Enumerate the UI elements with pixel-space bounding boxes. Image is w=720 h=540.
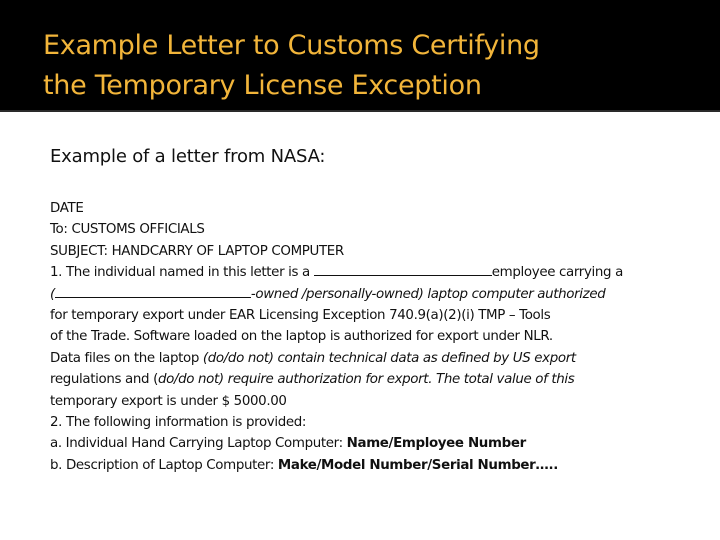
slide-title-line-2: the Temporary License Exception [43,70,482,101]
letter-item-b [50,455,710,476]
p1-text-c: -owned /personally-owned) laptop computer authorized [250,286,606,302]
letter-paragraph-1-line-4: of the Trade. Software loaded on the laptop is authorized for export under NLR. [50,329,553,345]
p1-text-b: employee carrying a [491,265,623,281]
letter-paragraph-1-line-2 [50,284,710,305]
letter-date: DATE [50,201,84,216]
letter-item-a [50,433,710,454]
slide-title [43,26,703,106]
letter-body [50,198,710,476]
slide-title-line-1: Example Letter to Customs Certifying [43,30,540,61]
p1-text-g: regulations and ( [50,372,158,388]
letter-paragraph-1-line-6 [50,369,710,390]
letter-paragraph-1-line-7: temporary export is under $ 5000.00 [50,393,287,409]
letter-paragraph-1-line-5 [50,348,710,369]
employer-blank [314,262,492,276]
p1-text-f-italic: (do/do not) contain technical data as defined by US export [202,350,576,366]
title-bar [0,0,720,112]
letter-paragraph-1-line-1 [50,262,710,283]
item-b-label: b. Description of Laptop Computer: [50,457,278,473]
intro-text: Example of a letter from NASA: [50,146,326,167]
item-a-value: Name/Employee Number [346,436,526,452]
letter-to: To: CUSTOMS OFFICIALS [50,222,205,238]
letter-paragraph-2: 2. The following information is provided: [50,414,307,430]
item-a-label: a. Individual Hand Carrying Laptop Computer: [50,436,347,452]
p1-text-a: 1. The individual named in this letter is a [50,265,314,281]
p1-open-paren: ( [50,286,55,302]
letter-subject: SUBJECT: HANDCARRY OF LAPTOP COMPUTER [50,243,344,259]
owner-blank [55,284,251,298]
item-b-value: Make/Model Number/Serial Number….. [277,457,558,473]
letter-paragraph-1-line-3: for temporary export under EAR Licensing Exception 740.9(a)(2)(i) TMP – Tools [50,307,551,323]
p1-text-f: Data files on the laptop [50,350,203,366]
p1-text-g-italic: do/do not) require authorization for export. The total value of this [157,372,575,388]
